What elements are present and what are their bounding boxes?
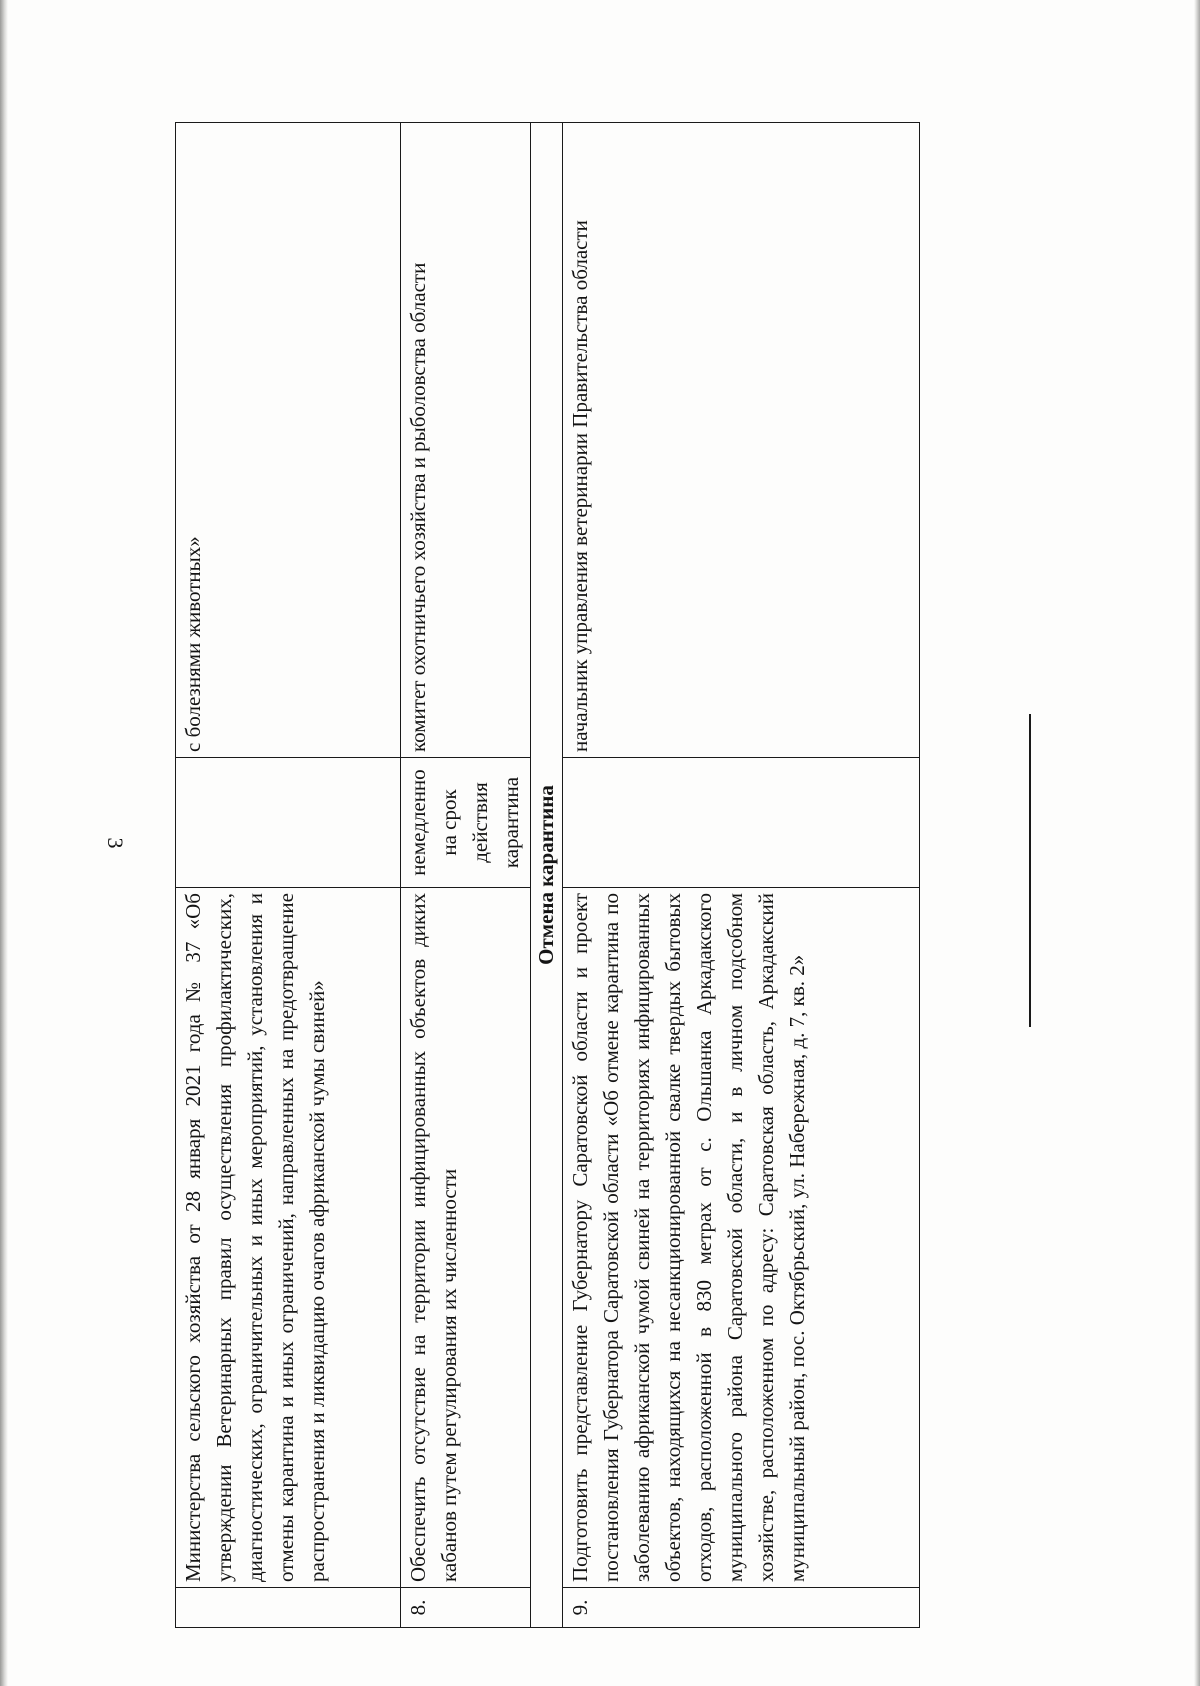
responsible-cell: комитет охотничьего хозяйства и рыболовства области	[401, 123, 531, 758]
row-number: 8.	[401, 1588, 531, 1628]
page-number: 3	[103, 837, 128, 849]
row-number	[176, 1588, 401, 1628]
action-cell: Министерства сельского хозяйства от 28 января 2021 года № 37 «Об утверждении Ветеринарных правил осуществления профилактических, диагностических, ограничительных и иных мероприятий, установления и отмены карантина и иных ограничений, направленных на предотвращение распространения и ликвидацию очагов африканской чумы свиней»	[176, 888, 401, 1588]
row-number: 9.	[563, 1588, 920, 1628]
table-row	[401, 123, 531, 1628]
measures-table	[175, 122, 920, 1628]
table-row	[563, 123, 920, 1628]
scan-edge-right	[1194, 0, 1200, 1686]
action-cell: Подготовить представление Губернатору Саратовской области и проект постановления Губернатора Саратовской области «Об отмене карантина по заболеванию африканской чумой свиней на территориях инфицированных объектов, находящихся на несанкционированной свалке твердых бытовых отходов, расположенной в 830 метрах от с. Ольшанка Аркадакского муниципального района Саратовской области, и в личном подсобном хозяйстве, расположенном по адресу: Саратовская область, Аркадакский муниципальный район, пос. Октябрьский, ул. Набережная, д. 7, кв. 2»	[563, 888, 920, 1588]
separator-line	[1029, 714, 1031, 1027]
term-cell	[176, 758, 401, 888]
responsible-cell: с болезнями животных»	[176, 123, 401, 758]
table-row	[176, 123, 401, 1628]
section-title: Отмена карантина	[531, 123, 563, 1628]
scan-edge-left	[0, 0, 8, 1686]
rotated-page-content	[175, 123, 915, 1628]
action-cell: Обеспечить отсутствие на территории инфицированных объектов диких кабанов путем регулирования их численности	[401, 888, 531, 1588]
responsible-cell: начальник управления ветеринарии Правительства области	[563, 123, 920, 758]
term-cell	[563, 758, 920, 888]
section-row	[531, 123, 563, 1628]
term-cell: немедленно на срок действия карантина	[401, 758, 531, 888]
